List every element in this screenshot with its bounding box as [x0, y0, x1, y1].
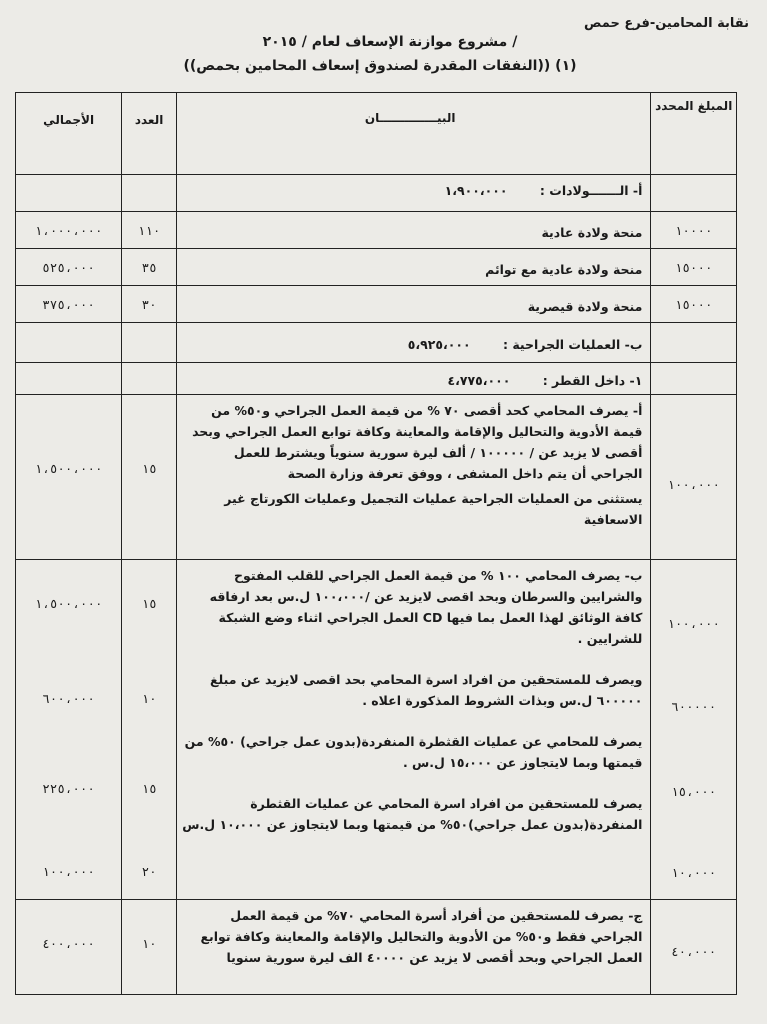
organization-name: نقابة المحامين-فرع حمص [584, 16, 749, 31]
block-2-row: ١٠٠،٠٠٠ ٦٠٠٠٠٠ ١٥،٠٠٠ ١٠،٠٠٠ ب- يصرف المحامي ١٠٠ % من قيمة العمل الجراحي للقلب المفتوح والشرايين والسرطان وبحد اقصى لايزيد عن /١٠٠،٠٠٠ ل.س بعد ارفاقه كافة الوثائق لهذا العمل بما فيها CD العمل الجراحي اثناء وضع الشبكة للشرايين . ويصرف للمستحقين من افراد اسرة المحامي بحد اقصى لايزيد عن مبلغ ٦٠٠٠٠٠ ل.س وبذات الشروط المذكورة اعلاه . يصرف للمحامي عن عمليات القثطرة المنفردة(بدون عمل جراحي) ٥٠% من قيمتها وبما لايتجاوز عن ١٥،٠٠٠ ل.س . يصرف للمستحقين من افراد اسرة المحامي عن عمليات القثطرة المنفردة(بدون عمل جراحي)٥٠% من قيمتها وبما لايتجاوز عن ١٠،٠٠٠ ل.س ١٥ ١٠ ١٥ ٢٠ ١،٥٠٠،٠٠٠ ٦٠٠،٠٠٠ ٢٢٥،٠٠٠ ١٠٠،٠٠٠ [16, 560, 737, 900]
table-row: ١٥٠٠٠ منحة ولادة عادية مع توائم ٣٥ ٥٢٥،٠٠٠ [16, 249, 737, 286]
block-3-row: ٤٠،٠٠٠ ج- يصرف للمستحقين من أفراد أسرة المحامي ٧٠% من قيمة العمل الجراحي فقط و٥٠% من الأدوية والتحاليل والإقامة والمعاينة وكافة توابع العمل الجراحي وبحد أقصى لا يزيد عن ٤٠٠٠٠ الف ليرة سورية سنويا ١٠ ٤٠٠،٠٠٠ [16, 900, 737, 995]
budget-table [15, 92, 737, 995]
section-b-row [16, 323, 737, 363]
column-header-total: الأجمالي [16, 93, 122, 175]
document-subtitle: ((النفقات المقدرة لصندوق إسعاف المحامين بحمص)) (١) [183, 58, 577, 74]
block-3-text: ج- يصرف للمستحقين من أفراد أسرة المحامي ٧٠% من قيمة العمل الجراحي فقط و٥٠% من الأدوية والتحاليل والإقامة والمعاينة وكافة توابع العمل الجراحي وبحد أقصى لا يزيد عن ٤٠٠٠٠ الف ليرة سورية سنويا [176, 900, 650, 995]
block-2-text: ب- يصرف المحامي ١٠٠ % من قيمة العمل الجراحي للقلب المفتوح والشرايين والسرطان وبحد اقصى لايزيد عن /١٠٠،٠٠٠ ل.س بعد ارفاقه كافة الوثائق لهذا العمل بما فيها CD العمل الجراحي اثناء وضع الشبكة للشرايين . ويصرف للمستحقين من افراد اسرة المحامي بحد اقصى لايزيد عن مبلغ ٦٠٠٠٠٠ ل.س وبذات الشروط المذكورة اعلاه . يصرف للمحامي عن عمليات القثطرة المنفردة(بدون عمل جراحي) ٥٠% من قيمتها وبما لايتجاوز عن ١٥،٠٠٠ ل.س . يصرف للمستحقين من افراد اسرة المحامي عن عمليات القثطرة المنفردة(بدون عمل جراحي)٥٠% من قيمتها وبما لايتجاوز عن ١٠،٠٠٠ ل.س [176, 560, 650, 900]
table-row: ١٥٠٠٠ منحة ولادة قيصرية ٣٠ ٣٧٥،٠٠٠ [16, 286, 737, 323]
subsection-b1-row [16, 363, 737, 395]
column-header-amount: المبلغ المحدد [651, 93, 737, 175]
block-1-row: ١٠٠،٠٠٠ أ- يصرف المحامي كحد أقصى ٧٠ % من قيمة العمل الجراحي و٥٠% من قيمة الأدوية والتحاليل والإقامة والمعاينة وكافة توابع العمل الجراحي وبحد أقصى لا يزيد عن / ١٠٠٠٠٠ / ألف ليرة سورية سنوياً ويشترط للعمل الجراحي أن يتم داخل المشفى ، ووفق تعرفة وزارة الصحة يستثنى من العمليات الجراحية عمليات التجميل وعمليات الكورتاج غير الاسعافية ١٥ ١،٥٠٠،٠٠٠ [16, 395, 737, 560]
table-row: ١٠٠٠٠ منحة ولادة عادية ١١٠ ١،٠٠٠،٠٠٠ [16, 212, 737, 249]
section-a-row [16, 175, 737, 212]
column-header-description: البيــــــــــــــان [176, 93, 650, 175]
column-header-count: العدد [122, 93, 177, 175]
document-title: مشروع موازنة الإسعاف لعام / ٢٠١٥ / [262, 34, 518, 50]
subsection-b1-heading: ١- داخل القطر : ٤،٧٧٥،٠٠٠ [176, 363, 650, 395]
section-a-heading: أ- الـــــــولادات : ١،٩٠٠،٠٠٠ [176, 175, 650, 212]
table-header-row [16, 93, 737, 175]
section-b-heading: ب- العمليات الجراحية : ٥،٩٢٥،٠٠٠ [176, 323, 650, 363]
block-1-text: أ- يصرف المحامي كحد أقصى ٧٠ % من قيمة العمل الجراحي و٥٠% من قيمة الأدوية والتحاليل والإقامة والمعاينة وكافة توابع العمل الجراحي وبحد أقصى لا يزيد عن / ١٠٠٠٠٠ / ألف ليرة سورية سنوياً ويشترط للعمل الجراحي أن يتم داخل المشفى ، ووفق تعرفة وزارة الصحة يستثنى من العمليات الجراحية عمليات التجميل وعمليات الكورتاج غير الاسعافية [176, 395, 650, 560]
